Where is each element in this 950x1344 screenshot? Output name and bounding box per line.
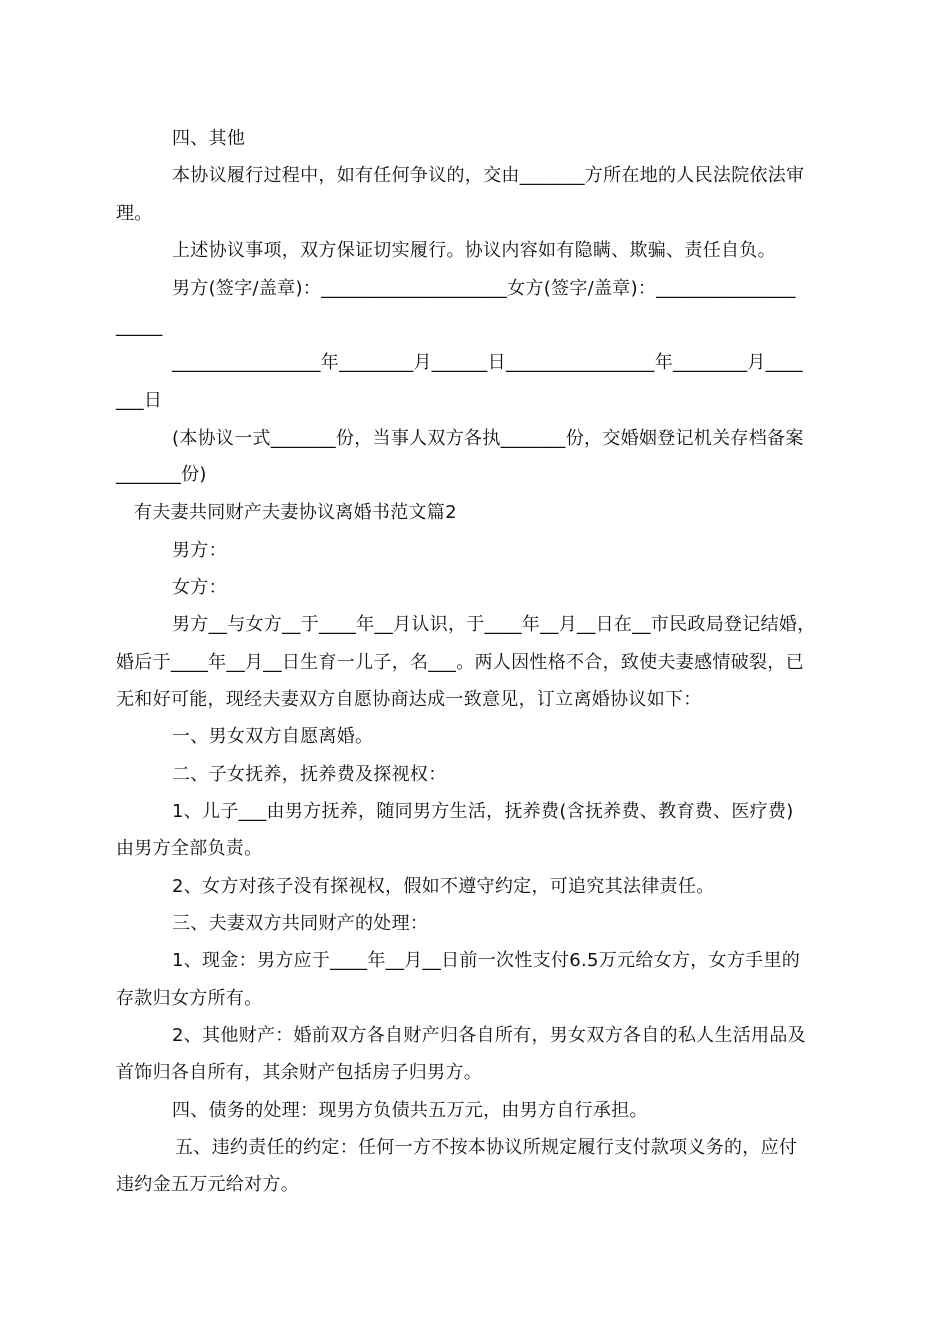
intro-paragraph-line3: 无和好可能，现经夫妻双方自愿协商达成一致意见，订立离婚协议如下：	[116, 689, 702, 710]
dispute-clause-cont: 理。	[116, 203, 153, 224]
copies-note-cont: _______份)	[116, 464, 207, 485]
clause-divorce: 一、男女双方自愿离婚。	[172, 726, 374, 747]
clause-property-2-cont: 首饰归各自所有，其余财产包括房子归男方。	[116, 1062, 482, 1083]
clause-property-heading: 三、夫妻双方共同财产的处理：	[172, 913, 429, 934]
clause-debt: 四、债务的处理：现男方负债共五万元，由男方自行承担。	[172, 1100, 648, 1121]
section-other-heading: 四、其他	[172, 128, 246, 149]
clause-breach-cont: 违约金五万元给对方。	[116, 1174, 299, 1195]
clause-custody-1-cont: 由男方全部负责。	[116, 838, 263, 859]
article-title: 有夫妻共同财产夫妻协议离婚书范文篇2	[134, 502, 457, 523]
copies-note: (本协议一式_______份，当事人双方各执_______份，交婚姻登记机关存档备案	[172, 428, 804, 449]
dispute-clause: 本协议履行过程中，如有任何争议的，交由_______方所在地的人民法院依法审	[172, 165, 805, 186]
clause-property-2: 2、其他财产：婚前双方各自财产归各自所有，男女双方各自的私人生活用品及	[172, 1025, 806, 1046]
guarantee-clause: 上述协议事项，双方保证切实履行。协议内容如有隐瞒、欺骗、责任自负。	[172, 240, 776, 261]
intro-paragraph: 男方__与女方__于____年__月认识，于____年__月__日在__市民政局登记结婚，	[172, 614, 816, 635]
clause-property-1-cont: 存款归女方所有。	[116, 988, 263, 1009]
date-line-cont: ___日	[116, 390, 163, 411]
wife-label: 女方：	[172, 577, 227, 598]
husband-label: 男方：	[172, 540, 227, 561]
intro-paragraph-line2: 婚后于____年__月__日生育一儿子，名___。两人因性格不合，致使夫妻感情破裂，已	[116, 652, 804, 673]
clause-custody-heading: 二、子女抚养，抚养费及探视权：	[172, 764, 447, 785]
signature-line: 男方(签字/盖章)：____________________女方(签字/盖章)：_______________	[172, 278, 796, 299]
clause-breach: 五、违约责任的约定：任何一方不按本协议所规定履行支付款项义务的，应付	[175, 1137, 798, 1158]
clause-custody-1: 1、儿子___由男方抚养，随同男方生活，抚养费(含抚养费、教育费、医疗费)	[172, 801, 794, 822]
clause-custody-2: 2、女方对孩子没有探视权，假如不遵守约定，可追究其法律责任。	[172, 876, 715, 897]
clause-property-1: 1、现金：男方应于____年__月__日前一次性支付6.5万元给女方，女方手里的	[172, 950, 801, 971]
signature-line-cont: _____	[116, 316, 163, 337]
date-line: ________________年________月______日________________年________月____	[172, 352, 803, 373]
